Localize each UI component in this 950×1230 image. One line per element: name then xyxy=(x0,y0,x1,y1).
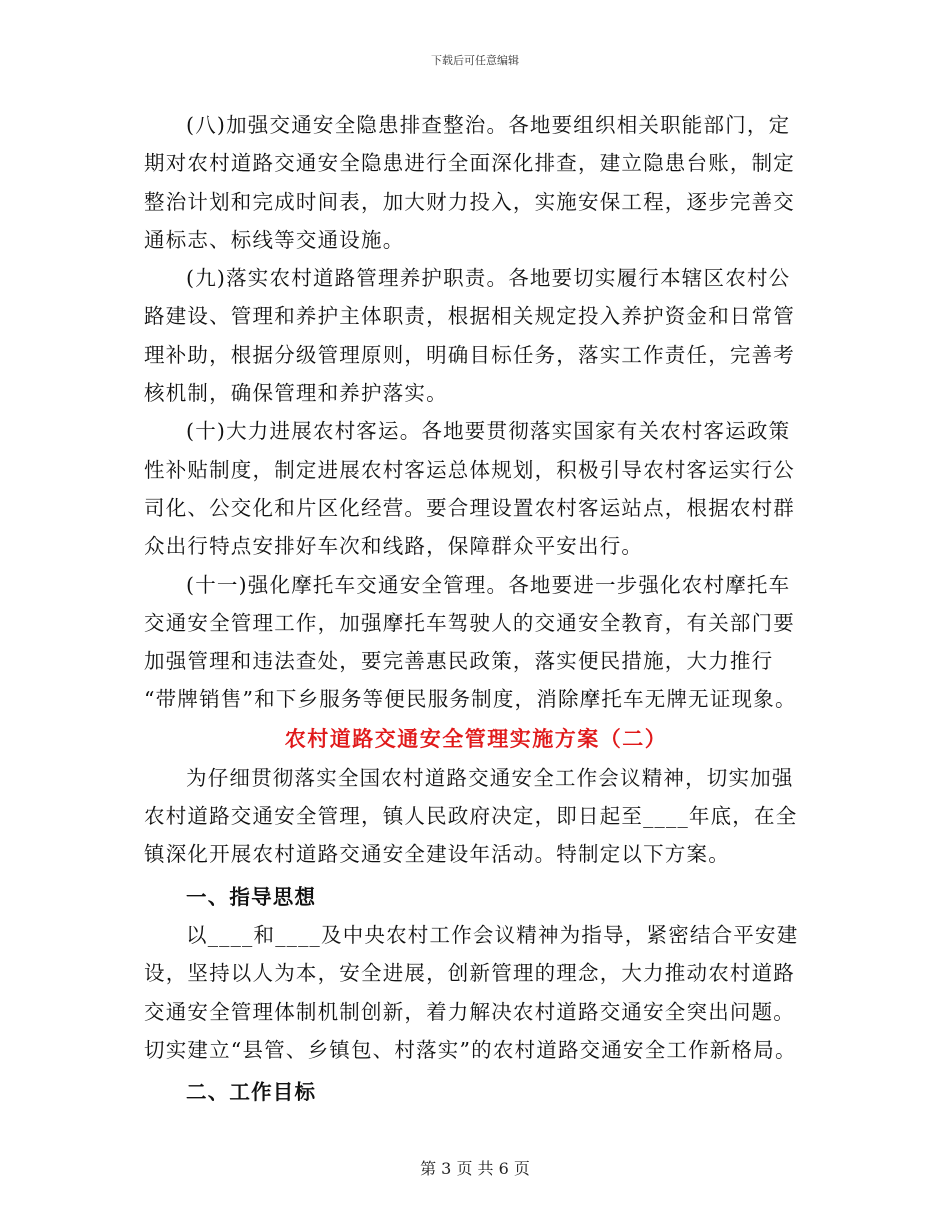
intro-line-2: 农村道路交通安全管理，镇人民政府决定，即日起至____年底，在全 xyxy=(144,804,798,829)
page-footer: 第 3 页 共 6 页 xyxy=(420,1159,530,1178)
section-title: 农村道路交通安全管理实施方案（二） xyxy=(284,725,668,751)
ideology-line-4: 切实建立“县管、乡镇包、村落实”的农村道路交通安全工作新格局。 xyxy=(144,1037,797,1062)
paragraph-9-line-3: 理补助，根据分级管理原则，明确目标任务，落实工作责任，完善考 xyxy=(144,342,795,367)
paragraph-10-line-1: (十)大力进展农村客运。各地要贯彻落实国家有关农村客运政策 xyxy=(186,419,791,444)
intro-line-1: 为仔细贯彻落实全国农村道路交通安全工作会议精神，切实加强 xyxy=(186,765,794,790)
page-header: 下载后可任意编辑 xyxy=(431,54,519,67)
ideology-line-2: 设，坚持以人为本，安全进展，创新管理的理念，大力推动农村道路 xyxy=(144,961,795,986)
paragraph-11-line-3: 加强管理和违法查处，要完善惠民政策，落实便民措施，大力推行 xyxy=(144,649,774,674)
paragraph-11-line-2: 交通安全管理工作，加强摩托车驾驶人的交通安全教育，有关部门要 xyxy=(144,610,795,635)
heading-guiding-ideology: 一、指导思想 xyxy=(186,884,317,909)
paragraph-9-line-2: 路建设、管理和养护主体职责，根据相关规定投入养护资金和日常管 xyxy=(144,304,795,329)
paragraph-10-line-2: 性补贴制度，制定进展农村客运总体规划，积极引导农村客运实行公 xyxy=(144,457,795,482)
paragraph-11-line-1: (十一)强化摩托车交通安全管理。各地要进一步强化农村摩托车 xyxy=(186,572,791,597)
paragraph-8-line-2: 期对农村道路交通安全隐患进行全面深化排查，建立隐患台账，制定 xyxy=(144,151,795,176)
intro-line-3: 镇深化开展农村道路交通安全建设年活动。特制定以下方案。 xyxy=(144,842,730,867)
paragraph-8-line-3: 整治计划和完成时间表，加大财力投入，实施安保工程，逐步完善交 xyxy=(144,189,795,214)
paragraph-9-line-1: (九)落实农村道路管理养护职责。各地要切实履行本辖区农村公 xyxy=(186,266,791,291)
paragraph-10-line-3: 司化、公交化和片区化经营。要合理设置农村客运站点，根据农村群 xyxy=(144,495,795,520)
ideology-line-1: 以____和____及中央农村工作会议精神为指导，紧密结合平安建 xyxy=(186,922,799,947)
paragraph-8-line-4: 通标志、标线等交通设施。 xyxy=(144,227,405,252)
paragraph-9-line-4: 核机制，确保管理和养护落实。 xyxy=(144,381,448,406)
ideology-line-3: 交通安全管理体制机制创新，着力解决农村道路交通安全突出问题。 xyxy=(144,999,795,1024)
heading-work-goals: 二、工作目标 xyxy=(186,1080,317,1105)
paragraph-8-line-1: (八)加强交通安全隐患排查整治。各地要组织相关职能部门，定 xyxy=(186,113,791,137)
paragraph-10-line-4: 众出行特点安排好车次和线路，保障群众平安出行。 xyxy=(144,534,644,559)
paragraph-11-line-4: “带牌销售”和下乡服务等便民服务制度，消除摩托车无牌无证现象。 xyxy=(144,687,797,712)
document-body xyxy=(144,106,808,1111)
